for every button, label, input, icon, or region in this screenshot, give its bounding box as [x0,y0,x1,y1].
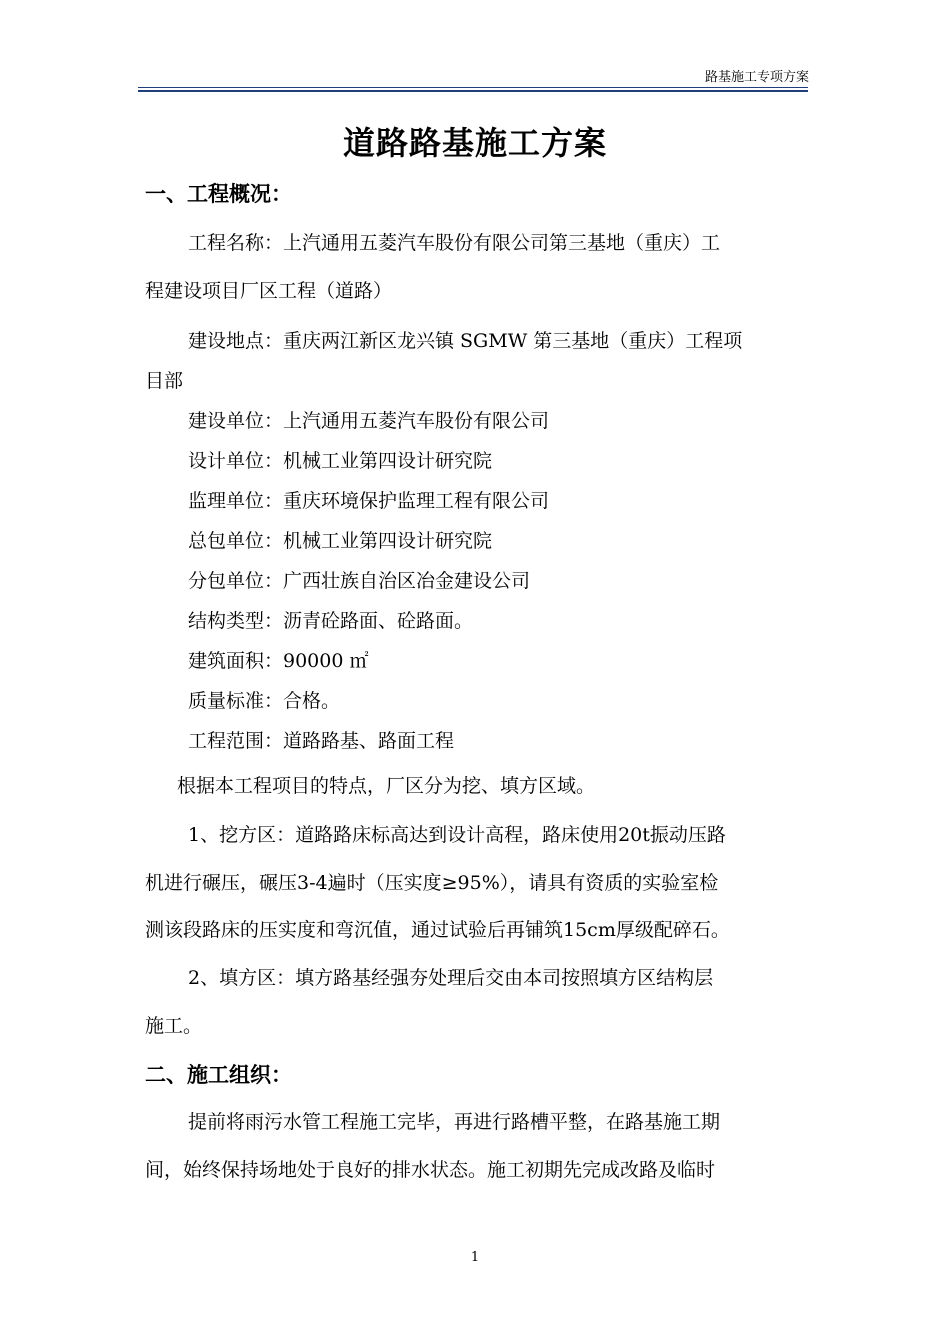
cut-zone-line-3: 测该段路床的压实度和弯沉值，通过试验后再铺筑15cm厚级配碎石。 [145,919,730,941]
section-heading-overview: 一、工程概况： [145,182,292,206]
running-title: 路基施工专项方案 [704,70,809,85]
location-line-2: 目部 [145,370,184,392]
general-contractor-line: 总包单位：机械工业第四设计研究院 [188,530,493,552]
project-name-line-2: 程建设项目厂区工程（道路） [145,280,393,302]
scope-line: 工程范围：道路路基、路面工程 [188,730,455,752]
supervisor-line: 监理单位：重庆环境保护监理工程有限公司 [188,490,550,512]
cut-zone-line-1: 1、挖方区：道路路床标高达到设计高程，路床使用20t振动压路 [188,824,726,846]
project-name-line-1: 工程名称：上汽通用五菱汽车股份有限公司第三基地（重庆）工 [188,232,721,254]
header-rule-thin [138,87,808,88]
fill-zone-line-2: 施工。 [145,1015,203,1037]
fill-zone-line-1: 2、填方区：填方路基经强夯处理后交由本司按照填方区结构层 [188,967,714,989]
document-title: 道路路基施工方案 [342,124,607,162]
cut-zone-line-2: 机进行碾压，碾压3-4遍时（压实度≥95%），请具有资质的实验室检 [145,872,719,894]
section-heading-organization: 二、施工组织： [145,1063,292,1087]
organization-para-line-1: 提前将雨污水管工程施工完毕，再进行路槽平整，在路基施工期 [188,1111,721,1133]
quality-standard-line: 质量标准：合格。 [188,690,341,712]
header-rule-thick [138,90,808,92]
zones-intro-line: 根据本工程项目的特点，厂区分为挖、填方区域。 [177,775,596,797]
structure-type-line: 结构类型：沥青砼路面、砼路面。 [188,610,474,632]
location-line-1: 建设地点：重庆两江新区龙兴镇 SGMW 第三基地（重庆）工程项 [188,330,743,352]
designer-line: 设计单位：机械工业第四设计研究院 [188,450,493,472]
subcontractor-line: 分包单位：广西壮族自治区冶金建设公司 [188,570,531,592]
building-area-line: 建筑面积：90000 ㎡ [188,650,369,672]
owner-line: 建设单位：上汽通用五菱汽车股份有限公司 [188,410,550,432]
organization-para-line-2: 间，始终保持场地处于良好的排水状态。施工初期先完成改路及临时 [145,1159,716,1181]
page-number: 1 [470,1250,480,1265]
